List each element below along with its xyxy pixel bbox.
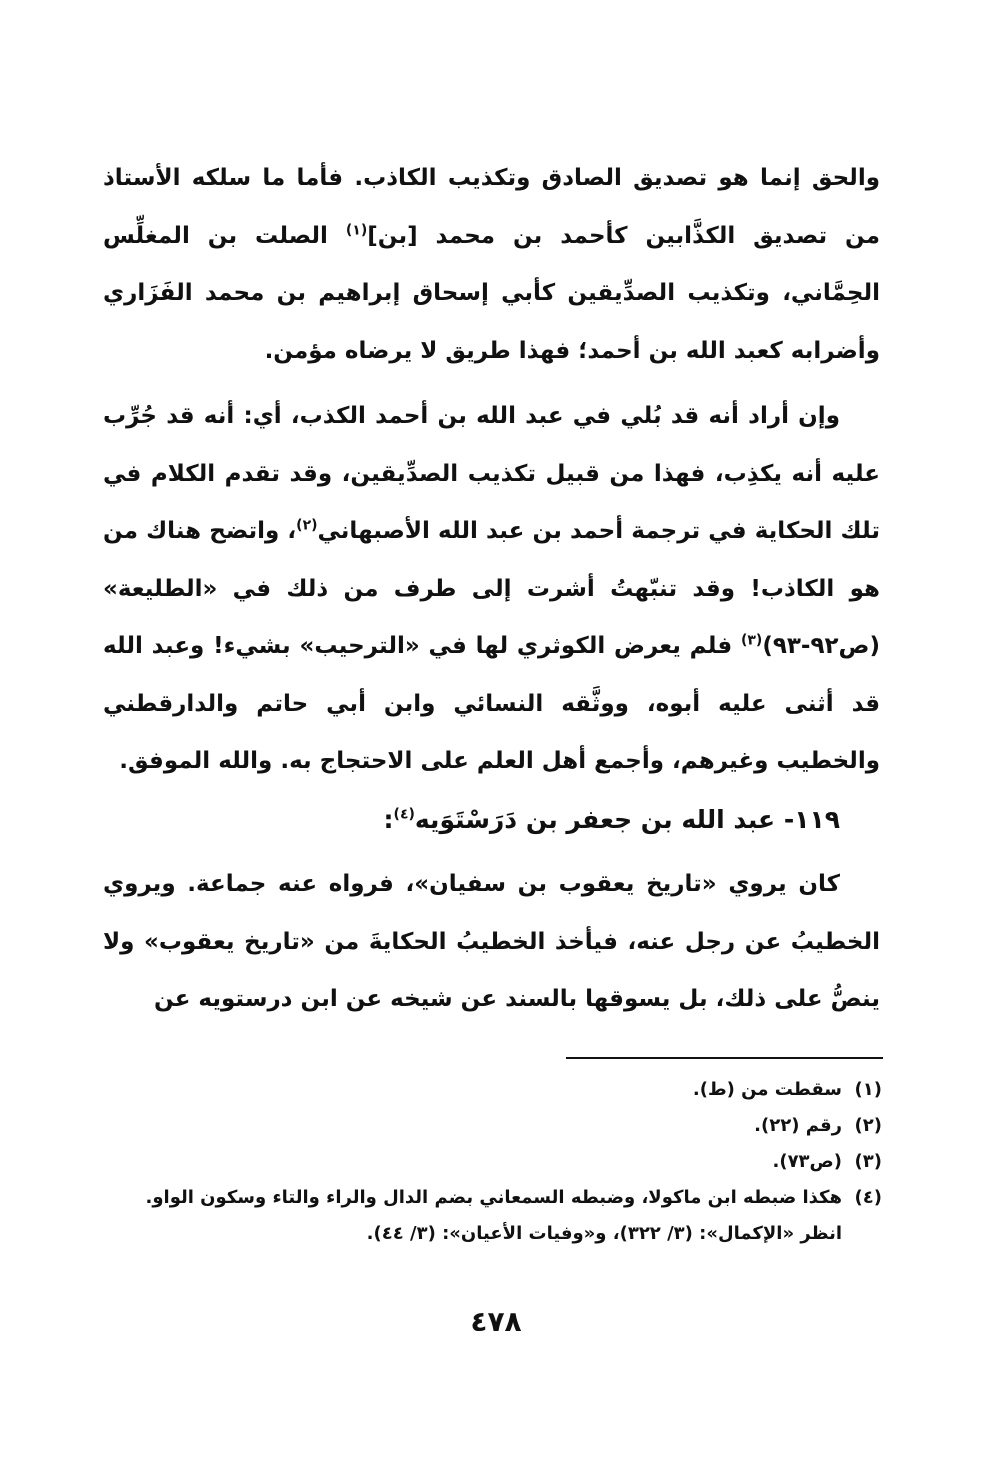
footnote-text: رقم (٢٢). — [754, 1115, 842, 1136]
footnote-text: سقطت من (ط). — [692, 1079, 842, 1100]
footnotes — [100, 1072, 882, 1252]
footnote-text: (ص٧٣). — [772, 1151, 842, 1172]
page-number: ٤٧٨ — [470, 1305, 522, 1338]
paragraph-2 — [103, 388, 880, 791]
paragraph-1 — [103, 150, 880, 380]
footnote-4 — [100, 1180, 882, 1252]
paragraph-1-text-a: والحق إنما هو تصديق الصادق وتكذيب الكاذب. فأما ما سلكه الأستاذ من تصديق الكذَّابين كأحمد بن محمد [بن] — [103, 165, 880, 249]
footnote-ref-2: (٢) — [296, 517, 318, 534]
footnote-number: (٢) — [854, 1115, 882, 1136]
footnote-ref-3: (٣) — [740, 632, 763, 649]
footnote-ref-4: (٤) — [393, 806, 415, 823]
footnote-number: (١) — [854, 1079, 882, 1100]
main-text — [103, 150, 880, 1029]
footnote-continuation: انظر «الإكمال»: (٣/ ٣٢٢)، و«وفيات الأعيان»: (٣/ ٤٤). — [366, 1223, 842, 1244]
paragraph-1-text-b: الصلت بن المغلِّس الحِمَّاني، وتكذيب الصدِّيقين كأبي إسحاق إبراهيم بن محمد الفَزَاري وأضرابه كعبد الله بن أحمد؛ فهذا طريق لا يرضاه مؤمن. — [103, 222, 880, 364]
paragraph-3-text: كان يروي «تاريخ يعقوب بن سفيان»، فرواه عنه جماعة. ويروي الخطيبُ عن رجل عنه، فيأخذ الخطيبُ الحكايةَ من «تاريخ يعقوب» ولا ينصُّ على ذلك، بل يسوقها بالسند عن شيخه عن ابن درستويه عن — [103, 871, 880, 1012]
paragraph-2-text-c: فلم يعرض الكوثري لها في «الترحيب» بشيء! وعبد الله قد أثنى عليه أبوه، ووثَّقه النسائي وابن أبي حاتم والدارقطني والخطيب وغيرهم، وأجمع أهل العلم على الاحتجاج به. والله الموفق. — [103, 633, 880, 774]
paragraph-3 — [103, 856, 880, 1029]
footnote-1 — [100, 1072, 882, 1108]
entry-heading-colon: : — [383, 804, 394, 834]
footnote-number: (٤) — [854, 1187, 882, 1208]
footnote-text: هكذا ضبطه ابن ماكولا، وضبطه السمعاني بضم الدال والراء والتاء وسكون الواو. — [145, 1187, 842, 1208]
footnote-ref-1: (١) — [345, 221, 368, 238]
entry-heading — [103, 791, 880, 849]
entry-heading-text: ١١٩- عبد الله بن جعفر بن دَرَسْتَوَيه — [414, 804, 840, 834]
footnote-2 — [100, 1108, 882, 1144]
footnote-divider — [566, 1057, 883, 1059]
footnote-body — [100, 1180, 842, 1252]
footnote-number: (٣) — [854, 1151, 882, 1172]
paragraph-2-text-a: وإن أراد أنه قد بُلي في عبد الله بن أحمد الكذب، أي: أنه قد جُرِّب عليه أنه يكذِب، فهذا من قبيل تكذيب الصدِّيقين، وقد تقدم الكلام في تلك الحكاية في ترجمة أحمد بن عبد الله الأصبهاني — [103, 403, 880, 544]
footnote-3 — [100, 1144, 882, 1180]
paragraph-2-text-b: ، واتضح هناك من هو الكاذب! وقد تنبّهتُ أشرت إلى طرف من ذلك في «الطليعة» (ص٩٢-٩٣) — [103, 518, 880, 659]
